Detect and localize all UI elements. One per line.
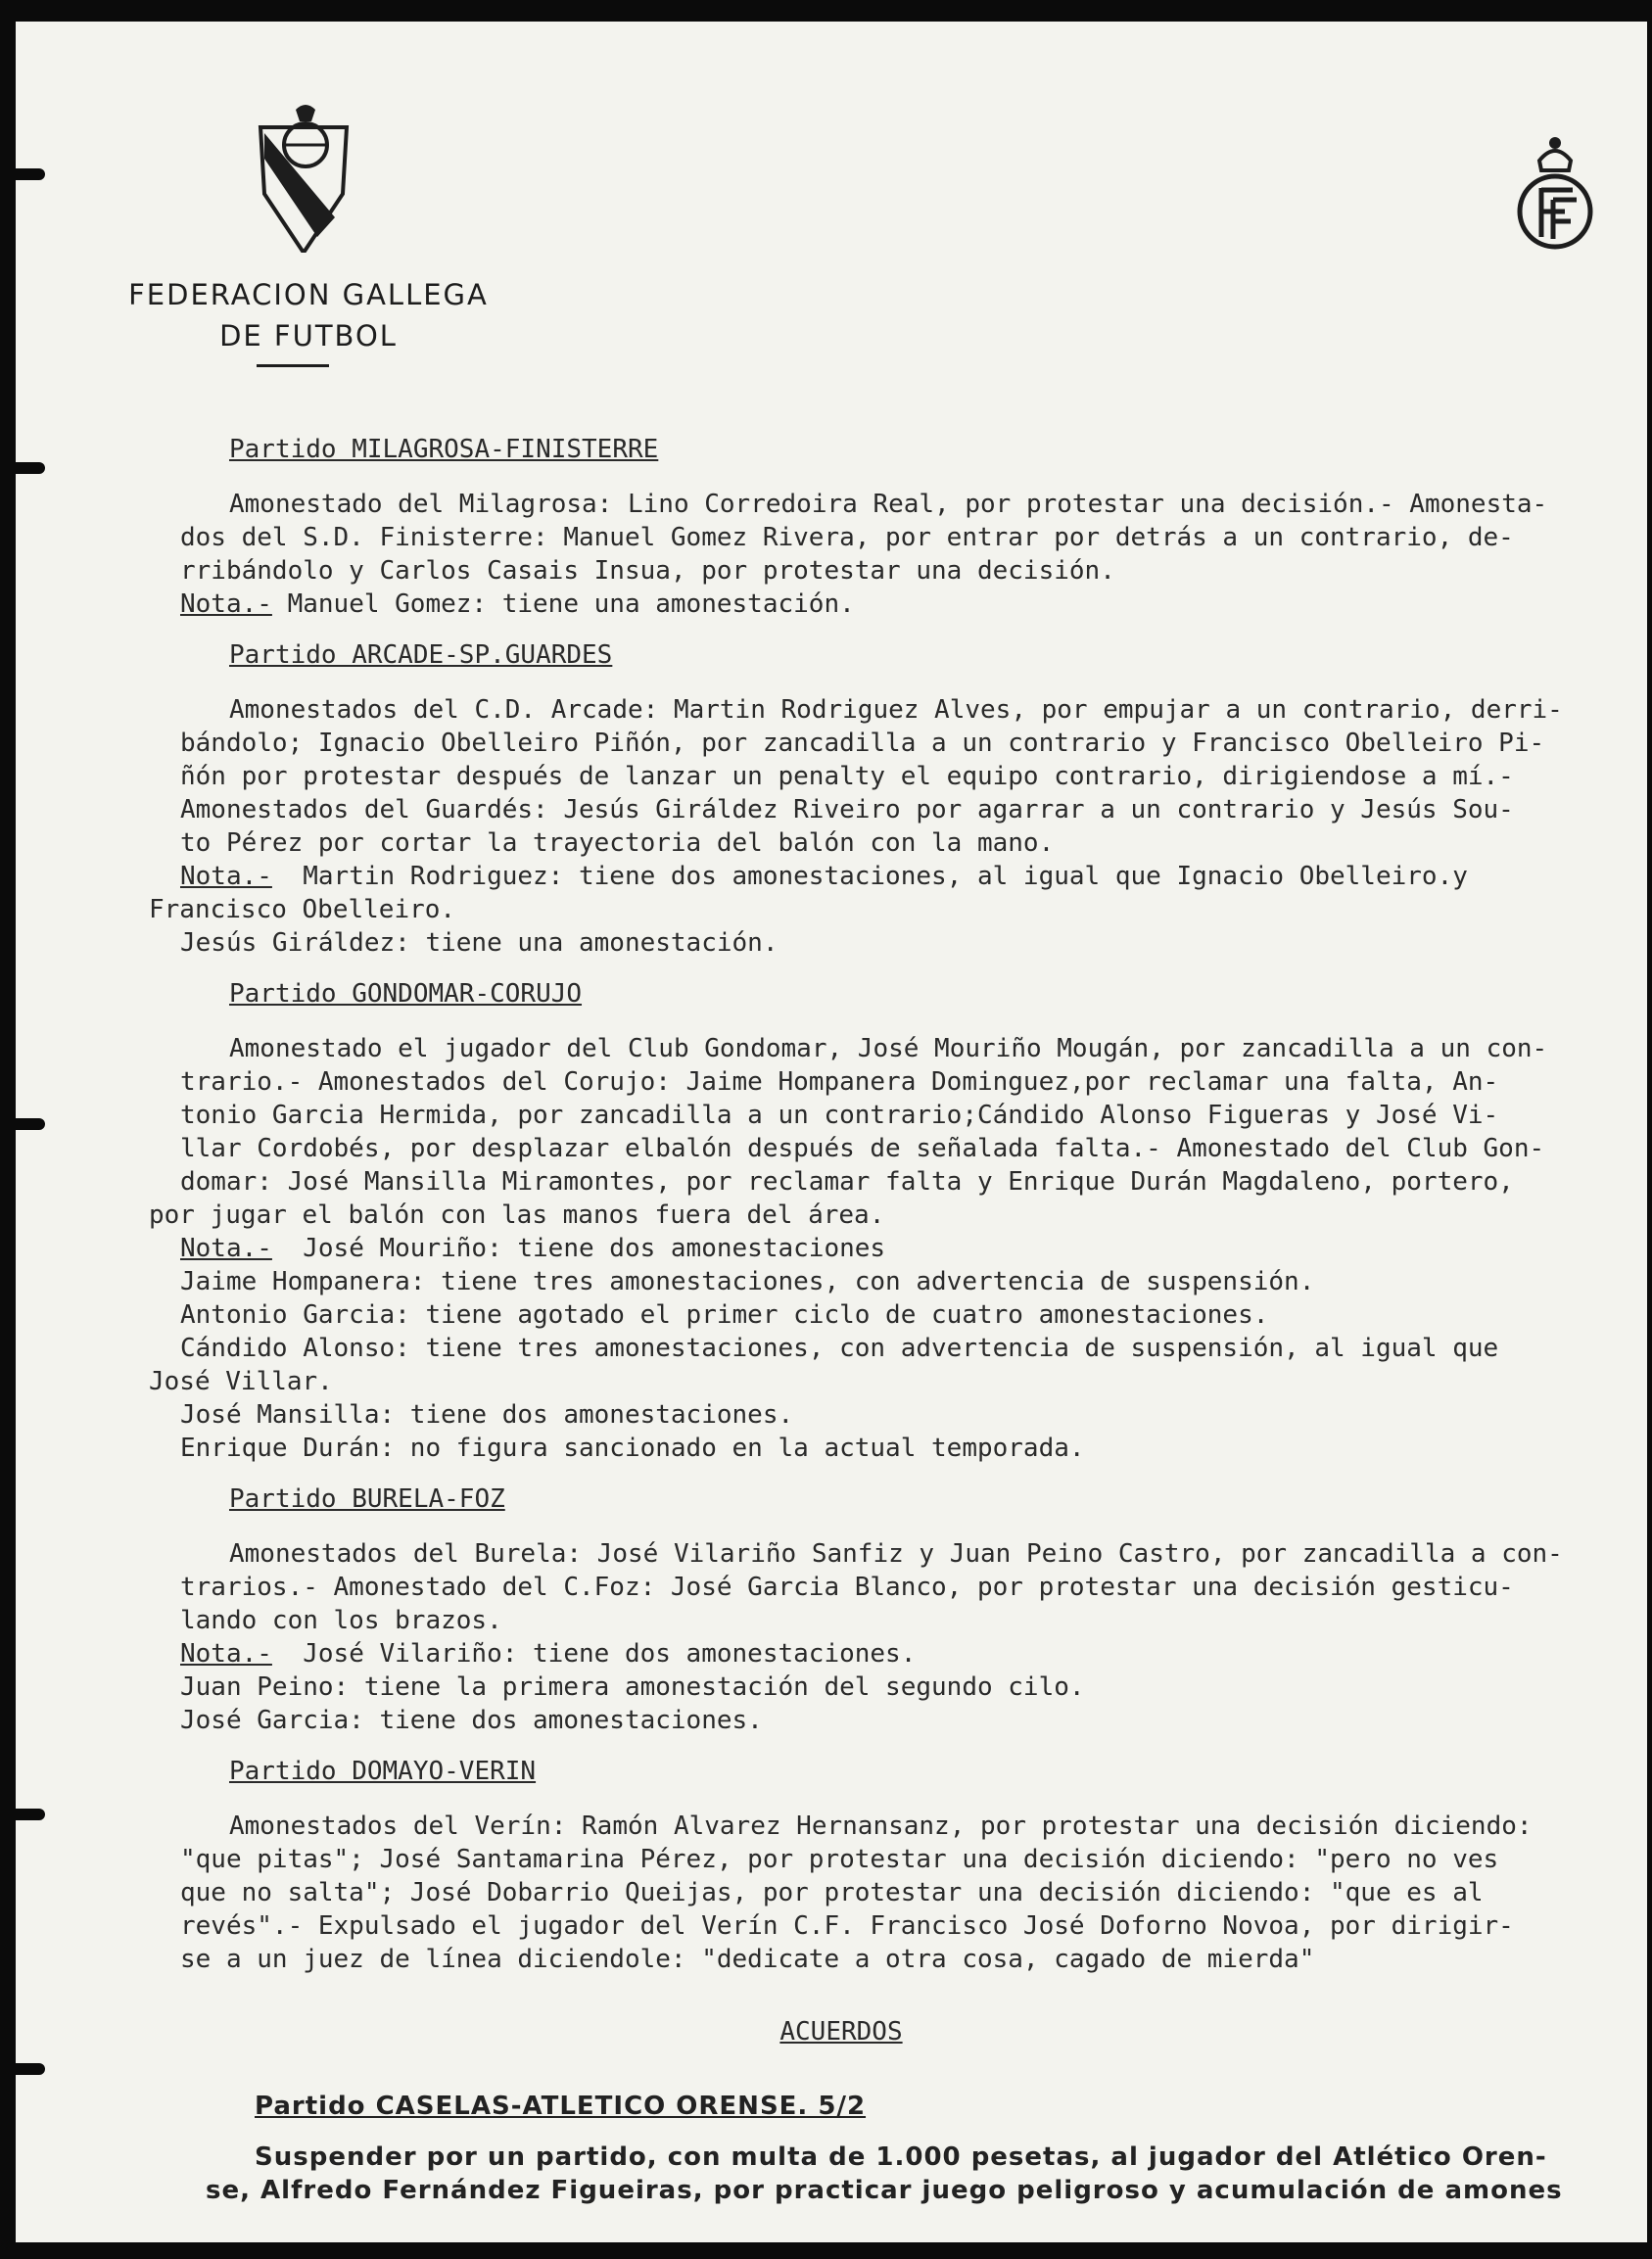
text-line: Amonestado del Milagrosa: Lino Corredoira Real, por protestar una decisión.- Amonesta- [229, 490, 1548, 519]
federation-name-line2: DE FUTBOL [219, 319, 398, 353]
match-heading: Partido DOMAYO-VERIN [229, 1757, 537, 1786]
text-line: "que pitas"; José Santamarina Pérez, por protestar una decisión diciendo: "pero no ves [180, 1845, 1499, 1874]
note-label: Nota.- [180, 1639, 272, 1669]
match-heading: Partido BURELA-FOZ [229, 1484, 505, 1514]
text-line: Amonestados del Guardés: Jesús Giráldez Riveiro por agarrar a un contrario y Jesús Sou- [180, 795, 1514, 824]
acuerdos-section [180, 2090, 1639, 2207]
note-line: José Garcia: tiene dos amonestaciones. [180, 1706, 763, 1735]
federation-name [104, 274, 513, 356]
note-line: Cándido Alonso: tiene tres amonestaciones, con advertencia de suspensión, al igual que [180, 1334, 1499, 1363]
acuerdos-heading: ACUERDOS [779, 2017, 903, 2047]
text-line: Amonestados del C.D. Arcade: Martin Rodriguez Alves, por empujar a un contrario, derri- [229, 695, 1563, 725]
text-line: bándolo; Ignacio Obelleiro Piñón, por zancadilla a un contrario y Francisco Obelleiro Pi- [180, 729, 1545, 758]
note-line: Jesús Giráldez: tiene una amonestación. [180, 928, 779, 958]
match-section-domayo-verin [180, 1755, 1639, 1976]
note-line [180, 1637, 1639, 1671]
punch-hole [16, 2063, 45, 2075]
federation-name-line1: FEDERACION GALLEGA [128, 278, 489, 311]
text-line: domar: José Mansilla Miramontes, por reclamar falta y Enrique Durán Magdaleno, portero, [180, 1167, 1514, 1197]
note-line: José Villar. [149, 1367, 333, 1396]
punch-hole [16, 1809, 45, 1820]
note-line: José Mansilla: tiene dos amonestaciones. [180, 1400, 794, 1430]
document-page [16, 22, 1647, 2242]
match-section-gondomar-corujo [149, 977, 1639, 1482]
note-line: Enrique Durán: no figura sancionado en la actual temporada. [180, 1434, 1085, 1463]
note-line: Juan Peino: tiene la primera amonestación del segundo cilo. [180, 1672, 1085, 1702]
text-line: se a un juez de línea diciendole: "dedicate a otra cosa, cagado de mierda" [180, 1945, 1315, 1974]
note-line [180, 860, 1639, 893]
note-line [180, 1232, 1639, 1265]
note-label: Nota.- [180, 589, 272, 619]
text-line: Amonestado el jugador del Club Gondomar, José Mouriño Mougán, por zancadilla a un con- [229, 1034, 1548, 1063]
federation-shield-logo [257, 100, 351, 253]
match-section-arcade-guardes [149, 638, 1639, 977]
note-line: Antonio Garcia: tiene agotado el primer ciclo de cuatro amonestaciones. [180, 1300, 1269, 1330]
note-line: Francisco Obelleiro. [149, 895, 456, 924]
punch-hole [16, 462, 45, 474]
text-line: lando con los brazos. [180, 1606, 502, 1635]
punch-hole [16, 1118, 45, 1130]
text-line: revés".- Expulsado el jugador del Verín C.F. Francisco José Doforno Novoa, por dirigir- [180, 1911, 1514, 1941]
note-line: Jaime Hompanera: tiene tres amonestaciones, con advertencia de suspensión. [180, 1267, 1315, 1296]
note-text: José Vilariño: tiene dos amonestaciones. [271, 1639, 917, 1669]
note-label: Nota.- [180, 862, 272, 891]
text-line: to Pérez por cortar la trayectoria del balón con la mano. [180, 828, 1055, 858]
text-line: Amonestados del Burela: José Vilariño Sanfiz y Juan Peino Castro, por zancadilla a con- [229, 1539, 1563, 1569]
document-body [149, 433, 1639, 2207]
header-rule [257, 364, 329, 367]
text-line: dos del S.D. Finisterre: Manuel Gomez Rivera, por entrar por detrás a un contrario, de- [180, 523, 1514, 552]
note-text: Martin Rodriguez: tiene dos amonestaciones, al igual que Ignacio Obelleiro.y [271, 862, 1468, 891]
text-line: tonio Garcia Hermida, por zancadilla a un contrario;Cándido Alonso Figueras y José Vi- [180, 1101, 1499, 1130]
acuerdo-text-line: Suspender por un partido, con multa de 1.000 pesetas, al jugador del Atlético Oren- [255, 2142, 1547, 2172]
text-line: que no salta"; José Dobarrio Queijas, por protestar una decisión diciendo: "que es al [180, 1878, 1484, 1907]
rfef-crest-logo [1514, 121, 1596, 259]
match-section-milagrosa-finisterre [180, 433, 1639, 638]
text-line: trarios.- Amonestado del C.Foz: José Garcia Blanco, por protestar una decisión gesticu- [180, 1573, 1514, 1602]
text-line: rribándolo y Carlos Casais Insua, por protestar una decisión. [180, 556, 1115, 586]
note-text: José Mouriño: tiene dos amonestaciones [271, 1234, 886, 1263]
text-line: ñón por protestar después de lanzar un penalty el equipo contrario, dirigiendose a mí.- [180, 762, 1514, 791]
note-text: Manuel Gomez: tiene una amonestación. [271, 589, 855, 619]
text-line: trario.- Amonestados del Corujo: Jaime Hompanera Dominguez,por reclamar una falta, An- [180, 1067, 1499, 1097]
note-line [180, 588, 1639, 621]
acuerdo-match-heading: Partido CASELAS-ATLETICO ORENSE. 5/2 [255, 2092, 867, 2121]
note-label: Nota.- [180, 1234, 272, 1263]
text-line: por jugar el balón con las manos fuera del área. [149, 1200, 885, 1230]
match-heading: Partido ARCADE-SP.GUARDES [229, 640, 613, 670]
text-line: Amonestados del Verín: Ramón Alvarez Hernansanz, por protestar una decisión diciendo: [229, 1812, 1533, 1841]
acuerdo-text-line: se, Alfredo Fernández Figueiras, por practicar juego peligroso y acumulación de amones [206, 2176, 1563, 2205]
punch-hole [16, 168, 45, 180]
match-section-burela-foz [180, 1482, 1639, 1755]
text-line: llar Cordobés, por desplazar elbalón después de señalada falta.- Amonestado del Club Gon- [180, 1134, 1545, 1163]
match-heading: Partido GONDOMAR-CORUJO [229, 979, 583, 1009]
match-heading: Partido MILAGROSA-FINISTERRE [229, 435, 659, 464]
